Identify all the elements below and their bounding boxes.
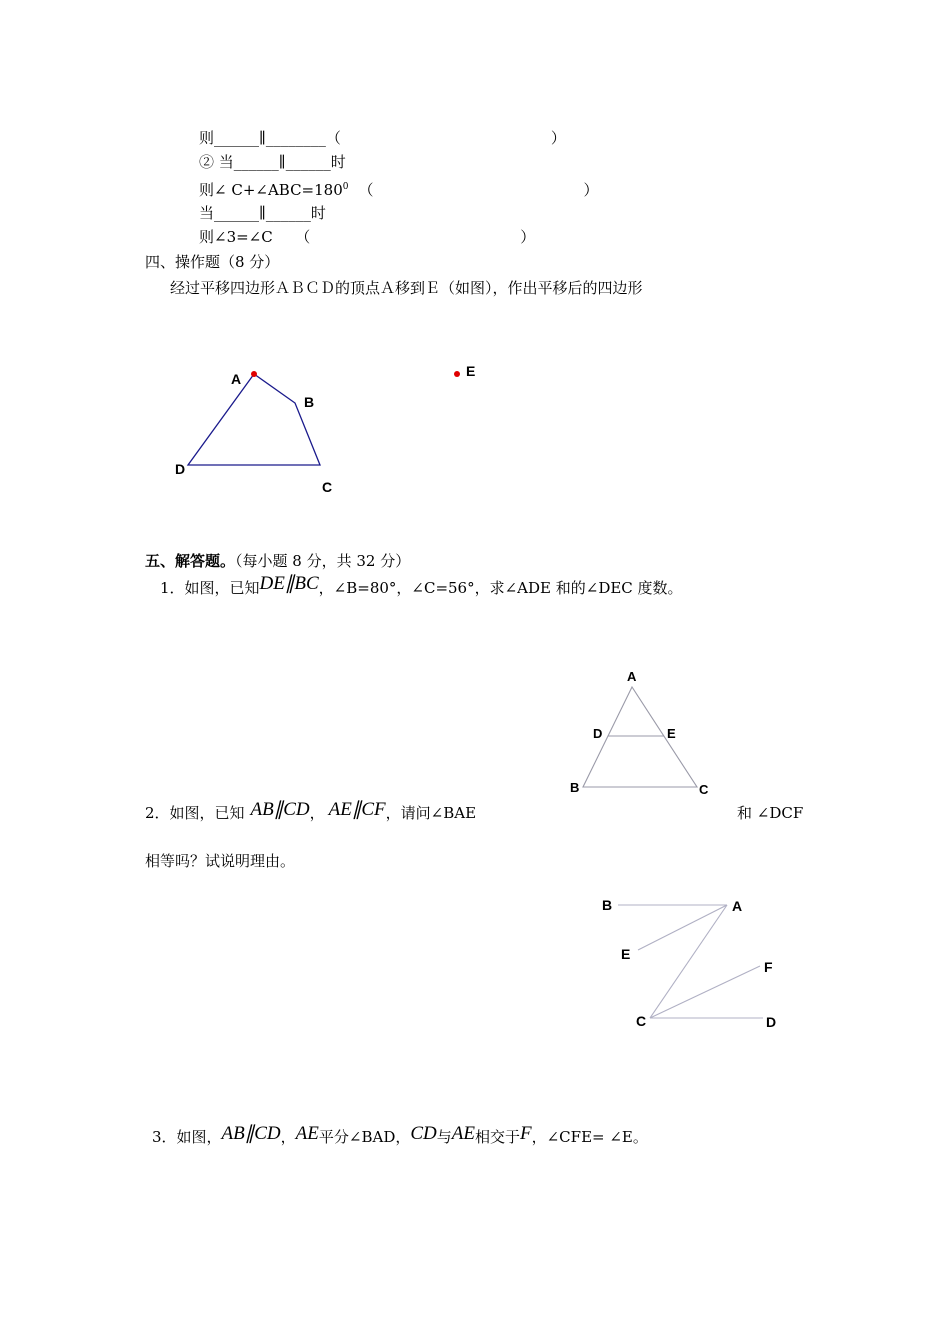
q1-label-a: A <box>627 669 637 684</box>
section-5-note: （每小题 8 分，共 32 分） <box>235 552 411 570</box>
section-4-instruction: 经过平移四边形ＡＢＣＤ的顶点Ａ移到Ｅ（如图），作出平移后的四边形 <box>170 279 643 297</box>
q3-math-2: AE <box>295 1123 319 1144</box>
q3-math-3: CD <box>410 1123 437 1144</box>
segment-ae <box>638 905 727 950</box>
q3-t3: 与 <box>436 1128 452 1146</box>
q3-t5: ，∠CFE= ∠E。 <box>531 1128 648 1146</box>
q1-prefix: 1．如图，已知 <box>160 579 260 597</box>
q2-label-b: B <box>602 897 613 913</box>
q3-math-5: F <box>520 1123 532 1144</box>
label-e: E <box>466 363 476 379</box>
segment-ac <box>650 905 727 1018</box>
fill-in-line-5: 则∠3=∠C （ ） <box>199 228 536 246</box>
fill-in-line-3-text: 则∠ C+∠ABC=180 <box>199 181 343 199</box>
section-4-heading: 四、操作题（8 分） <box>145 253 280 271</box>
q2-label-c: C <box>636 1013 647 1029</box>
q2-right-text: 和 ∠DCF <box>737 804 804 822</box>
q3-math-4: AE <box>451 1123 475 1144</box>
q3-math-1: AB∥CD <box>221 1123 281 1144</box>
q2-label-a: A <box>732 898 743 914</box>
q2-math-1: AB∥CD <box>250 799 310 820</box>
q3-t4: 相交于 <box>474 1128 520 1146</box>
q3-prefix: 3．如图， <box>152 1128 222 1146</box>
q2-mid: ，请问∠BAE <box>385 804 477 822</box>
q2-math-2: AE∥CF <box>328 799 386 820</box>
label-a: A <box>231 371 242 387</box>
q2-label-e: E <box>621 946 631 962</box>
segment-cf <box>650 966 760 1018</box>
q1-suffix: ，∠B=80°，∠C=56°，求∠ADE 和的∠DEC 度数。 <box>318 579 683 597</box>
q1-label-d: D <box>593 726 603 741</box>
section-5-title: 五、解答题。 <box>145 552 236 570</box>
question-2-line-2: 相等吗？试说明理由。 <box>145 852 296 870</box>
q3-t2: 平分∠BAD， <box>318 1128 411 1146</box>
label-b: B <box>304 394 315 410</box>
q2-label-d: D <box>766 1014 777 1030</box>
q1-label-c: C <box>699 782 709 797</box>
fill-in-line-1: 则______∥________（ ） <box>199 129 566 147</box>
q1-label-b: B <box>570 780 580 795</box>
fill-in-line-2: ② 当______∥______时 <box>199 153 346 171</box>
q3-t1: ， <box>280 1128 296 1146</box>
q2-prefix: 2．如图，已知 <box>145 804 245 822</box>
q2-label-f: F <box>764 959 773 975</box>
q2-sep: ， <box>309 804 325 822</box>
degree-superscript: 0 <box>342 182 349 192</box>
label-d: D <box>175 461 186 477</box>
fill-in-line-4: 当______∥______时 <box>199 204 326 222</box>
q1-math: DE∥BC <box>259 573 319 594</box>
label-c: C <box>322 479 333 495</box>
question-3 <box>152 1123 648 1147</box>
fill-in-line-3-paren: （ ） <box>358 181 599 199</box>
q1-label-e: E <box>667 726 676 741</box>
